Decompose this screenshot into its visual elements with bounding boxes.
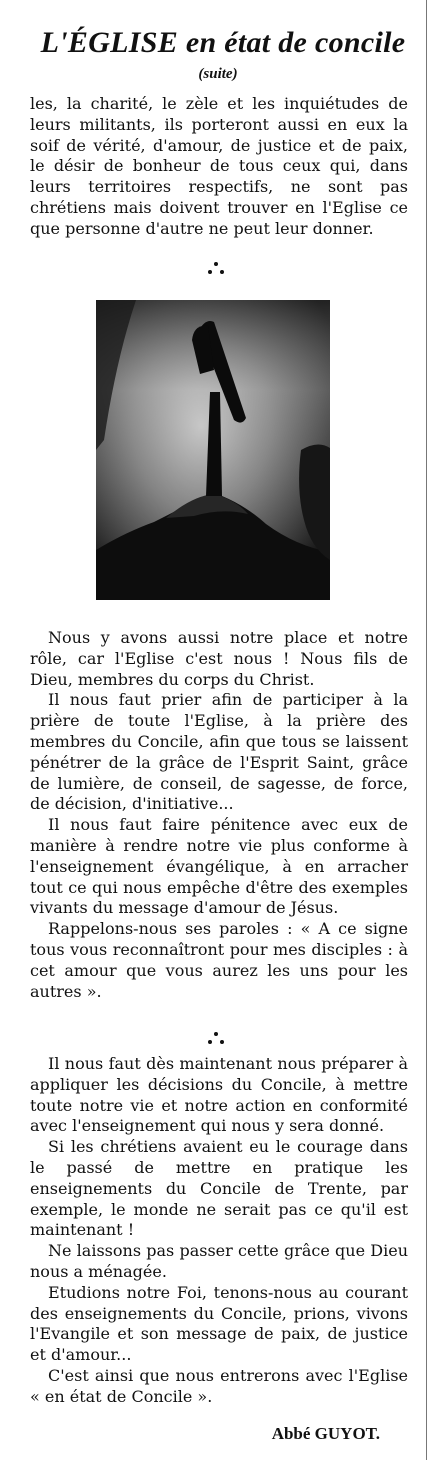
article-block-3	[30, 1054, 408, 1408]
article-subtitle: (suite)	[198, 66, 238, 82]
article-block-2	[30, 628, 408, 1002]
column-rule	[426, 0, 427, 1460]
paragraph: Il nous faut dès maintenant nous préparer à appliquer les décisions du Concile, à mettre toute notre vie et notre action en conformité avec l'enseignement qui nous y sera donné.	[30, 1054, 408, 1136]
paragraph: Etudions notre Foi, tenons-nous au courant des enseignements du Concile, prions, vivons l'Evangile et son message de paix, de justice et d'amour...	[30, 1282, 408, 1365]
cross-photo	[96, 300, 330, 600]
paragraph: Rappelons-nous ses paroles : « A ce signe tous vous reconnaîtront pour mes disciples : à cet amour que vous aurez les uns pour les autres ».	[30, 919, 408, 1001]
paragraph: Nous y avons aussi notre place et notre rôle, car l'Eglise c'est nous ! Nous fils de Dieu, membres du corps du Christ.	[30, 628, 408, 689]
article-block-1	[30, 94, 408, 240]
paragraph: Il nous faut prier afin de participer à la prière de toute l'Eglise, à la prière des membres du Concile, afin que tous se laissent pénétrer de la grâce de l'Esprit Saint, grâce de lumière, de conseil, de sagesse, de force, de décision, d'initiative...	[30, 690, 408, 814]
author-signature: Abbé GUYOT.	[271, 1424, 380, 1443]
paragraph: Si les chrétiens avaient eu le courage dans le passé de mettre en pratique les enseignements du Concile de Trente, par exemple, le monde ne serait pas ce qu'il est maintenant !	[30, 1137, 408, 1240]
paragraph: C'est ainsi que nous entrerons avec l'Eglise « en état de Concile ».	[30, 1365, 408, 1406]
paragraph: Ne laissons pas passer cette grâce que Dieu nous a ménagée.	[30, 1241, 408, 1281]
asterism-icon	[206, 262, 226, 280]
paragraph: Il nous faut faire pénitence avec eux de manière à rendre notre vie plus conforme à l'enseignement évangélique, à en arracher tout ce qui nous empêche d'être des exemples vivants du message d'amour de Jésus.	[30, 815, 408, 918]
cross-silhouette-icon	[96, 300, 330, 600]
asterism-icon	[206, 1032, 226, 1050]
paragraph: les, la charité, le zèle et les inquiétudes de leurs militants, ils porteront aussi en eux la soif de vérité, d'amour, de justice et de paix, le désir de bonheur de tous ceux qui, dans leurs territoires respectifs, ne sont pas chrétiens mais doivent trouver en l'Eglise ce que personne d'autre ne peut leur donner.	[30, 94, 408, 238]
article-title: L'ÉGLISE en état de concile	[40, 26, 406, 59]
